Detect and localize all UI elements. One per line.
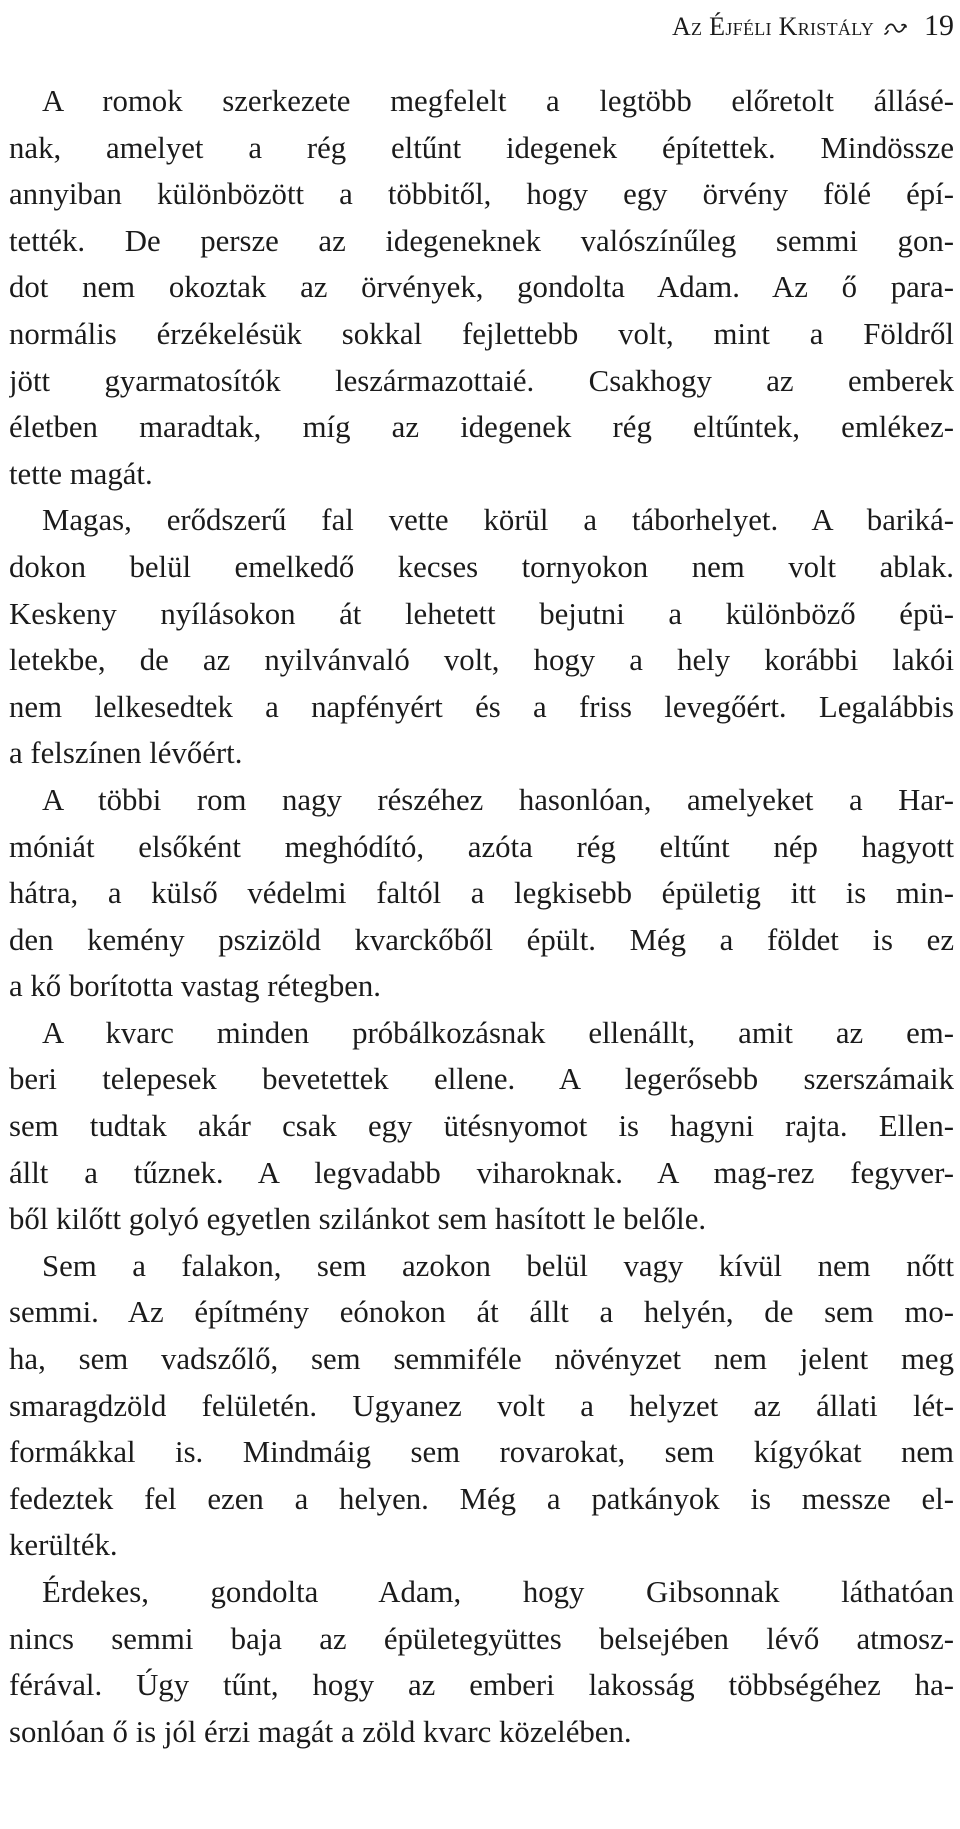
text-line: Keskeny nyílásokon át lehetett bejutni a különböző épü- <box>9 596 954 631</box>
text-line: sonlóan ő is jól érzi magát a zöld kvarc közelében. <box>9 1714 632 1749</box>
text-line: ha, sem vadszőlő, sem semmiféle növényzet nem jelent meg <box>9 1342 954 1377</box>
text-line: Magas, erődszerű fal vette körül a táborhelyet. A bariká- <box>42 503 954 538</box>
text-line: Érdekes, gondolta Adam, hogy Gibsonnak láthatóan <box>42 1575 954 1609</box>
text-line: formákkal is. Mindmáig sem rovarokat, sem kígyókat nem <box>9 1435 954 1470</box>
text-line: dot nem okoztak az örvények, gondolta Adam. Az ő para- <box>9 270 954 305</box>
text-line: nak, amelyet a rég eltűnt idegenek építettek. Mindössze <box>9 130 954 165</box>
text-line: dokon belül emelkedő kecses tornyokon nem volt ablak. <box>9 549 954 584</box>
running-head <box>672 6 954 46</box>
text-line: tették. De persze az idegeneknek valószínűleg semmi gon- <box>9 223 954 258</box>
text-line: hátra, a külső védelmi faltól a legkisebb épületig itt is min- <box>9 876 954 911</box>
text-line: kerülték. <box>9 1528 118 1563</box>
text-line: a kő borította vastag rétegben. <box>9 969 381 1004</box>
body-text <box>9 78 954 1823</box>
text-line: letekbe, de az nyilvánvaló volt, hogy a hely korábbi lakói <box>9 643 954 678</box>
text-line: nincs semmi baja az épületegyüttes belsejében lévő atmosz- <box>9 1621 954 1656</box>
text-line: A többi rom nagy részéhez hasonlóan, amelyeket a Har- <box>42 782 954 817</box>
text-line: jött gyarmatosítók leszármazottaié. Csakhogy az emberek <box>9 363 954 398</box>
text-line: tette magát. <box>9 456 153 491</box>
text-line: A kvarc minden próbálkozásnak ellenállt, amit az em- <box>42 1015 954 1050</box>
text-line: den kemény pszizöld kvarckőből épült. Még a földet is ez <box>9 922 954 957</box>
text-line: fedeztek fel ezen a helyen. Még a patkányok is messze el- <box>9 1481 954 1516</box>
text-line: A romok szerkezete megfelelt a legtöbb előretolt állásé- <box>42 84 954 118</box>
text-line: smaragdzöld felületén. Ugyanez volt a helyzet az állati lét- <box>9 1388 954 1423</box>
text-line: nem lelkesedtek a napfényért és a friss levegőért. Legalábbis <box>9 689 954 724</box>
text-line: állt a tűznek. A legvadabb viharoknak. A mag-rez fegyver- <box>9 1155 954 1190</box>
text-line: férával. Úgy tűnt, hogy az emberi lakosság többségéhez ha- <box>9 1668 954 1703</box>
leaf-flourish-icon <box>884 22 908 36</box>
text-line: életben maradtak, míg az idegenek rég eltűntek, emlékez- <box>9 410 954 445</box>
text-line: ből kilőtt golyó egyetlen szilánkot sem hasított le belőle. <box>9 1202 707 1237</box>
text-line: sem tudtak akár csak egy ütésnyomot is hagyni rajta. Ellen- <box>9 1109 954 1144</box>
text-line: a felszínen lévőért. <box>9 736 243 771</box>
text-line: semmi. Az építmény eónokon át állt a helyén, de sem mo- <box>9 1295 954 1330</box>
text-line: annyiban különbözött a többitől, hogy egy örvény fölé épí- <box>9 177 954 212</box>
page-number: 19 <box>924 9 954 42</box>
book-title: Az Éjféli Kristály <box>671 12 874 41</box>
text-line: Sem a falakon, sem azokon belül vagy kívül nem nőtt <box>42 1248 954 1283</box>
text-line: beri telepesek bevetettek ellene. A legerősebb szerszámaik <box>9 1062 954 1097</box>
text-line: normális érzékelésük sokkal fejlettebb volt, mint a Földről <box>9 316 954 351</box>
text-line: móniát elsőként meghódító, azóta rég eltűnt nép hagyott <box>9 829 954 864</box>
